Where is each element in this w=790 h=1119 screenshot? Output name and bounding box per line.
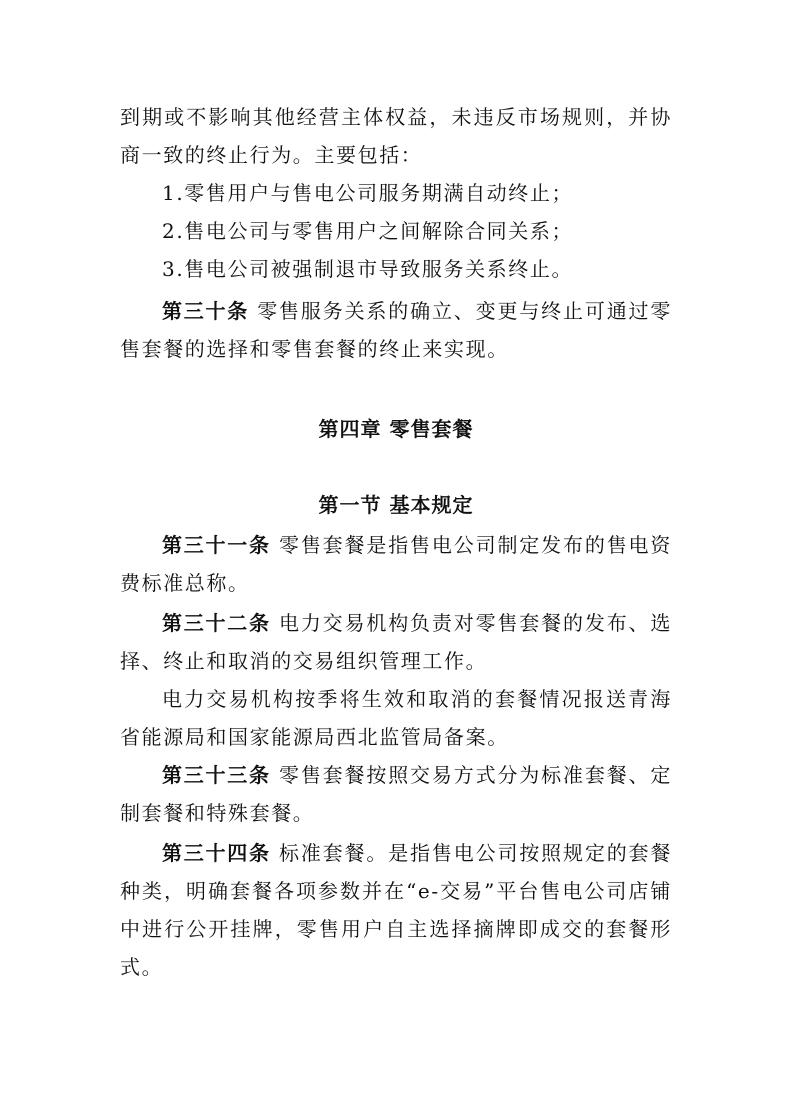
article-30-text: 零售服务关系的确立、变更与终止可通过零售套餐的选择和零售套餐的终止来实现。 bbox=[120, 299, 672, 361]
article-32 bbox=[120, 604, 672, 680]
chapter-title: 第四章 零售套餐 bbox=[318, 417, 474, 441]
article-31 bbox=[120, 526, 672, 602]
article-32-label: 第三十二条 bbox=[162, 611, 271, 635]
article-33-text: 零售套餐按照交易方式分为标准套餐、定制套餐和特殊套餐。 bbox=[120, 763, 672, 825]
article-31-label: 第三十一条 bbox=[162, 533, 271, 557]
article-32-text: 电力交易机构负责对零售套餐的发布、选择、终止和取消的交易组织管理工作。 bbox=[120, 611, 672, 673]
section-title: 第一节 基本规定 bbox=[318, 493, 474, 517]
list-item-3: 3.售电公司被强制退市导致服务关系终止。 bbox=[162, 257, 574, 281]
article-31-text: 零售套餐是指售电公司制定发布的售电资费标准总称。 bbox=[120, 533, 672, 595]
article-34-label: 第三十四条 bbox=[162, 841, 271, 865]
article-34-text: 标准套餐。是指售电公司按照规定的套餐种类，明确套餐各项参数并在“e-交易”平台售电公司店铺中进行公开挂牌，零售用户自主选择摘牌即成交的套餐形式。 bbox=[120, 841, 672, 979]
list-item-1: 1.零售用户与售电公司服务期满自动终止； bbox=[162, 181, 574, 205]
article-30-label: 第三十条 bbox=[162, 299, 249, 323]
article-33 bbox=[120, 756, 672, 832]
article-34 bbox=[120, 834, 672, 986]
article-33-label: 第三十三条 bbox=[162, 763, 271, 787]
article-30 bbox=[120, 292, 672, 368]
paragraph-intro: 到期或不影响其他经营主体权益，未违反市场规则，并协商一致的终止行为。主要包括： bbox=[120, 105, 672, 167]
list-item-2: 2.售电公司与零售用户之间解除合同关系； bbox=[162, 219, 574, 243]
paragraph-report: 电力交易机构按季将生效和取消的套餐情况报送青海省能源局和国家能源局西北监管局备案。 bbox=[120, 687, 672, 749]
